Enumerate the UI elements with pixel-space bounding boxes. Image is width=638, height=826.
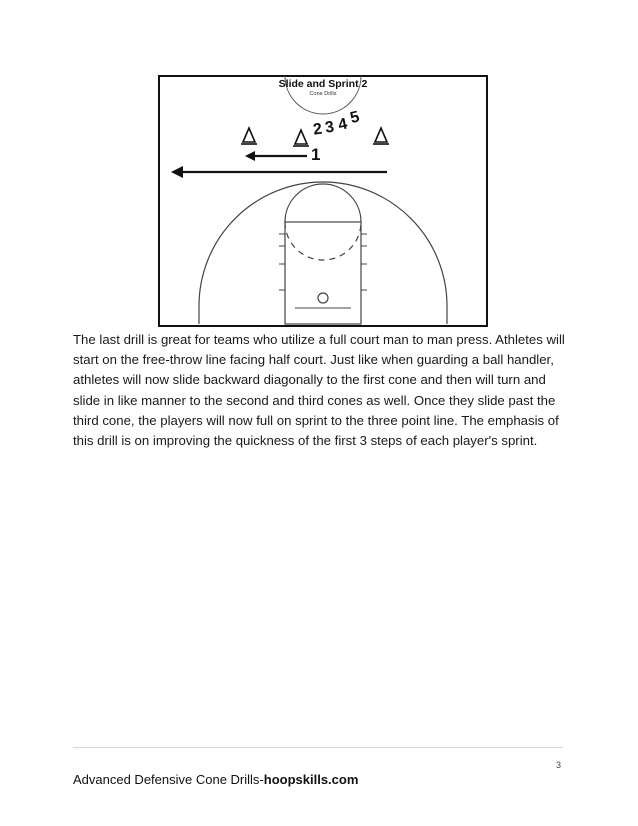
court-diagram-svg (157, 74, 489, 330)
footer-site: hoopskills.com (263, 772, 359, 787)
court-diagram (157, 74, 489, 330)
label-3: 3 (324, 118, 336, 137)
label-4: 4 (336, 115, 349, 135)
footer (73, 772, 358, 787)
footer-doc-title: Advanced Defensive Cone Drills- (73, 772, 264, 787)
label-5: 5 (348, 108, 362, 128)
label-1: 1 (311, 145, 321, 164)
label-2: 2 (312, 120, 324, 139)
diagram-title: Slide and Sprint 2 (278, 78, 368, 90)
page-number: 3 (555, 760, 561, 770)
footer-divider (73, 747, 563, 748)
drill-description: The last drill is great for teams who utilize a full court man to man press. Athletes will start on the free-throw line facing half court. Just like when guarding a ball handler, athletes will now slide backward diagonally to the first cone and then will turn and slide in like manner to the second and third cones as well. Once they slide past the third cone, the players will now full on sprint to the three point line. The emphasis of this drill is on improving the quickness of the first 3 steps of each player's sprint. (73, 332, 565, 449)
diagram-subtitle: Cone Drills (309, 91, 337, 97)
